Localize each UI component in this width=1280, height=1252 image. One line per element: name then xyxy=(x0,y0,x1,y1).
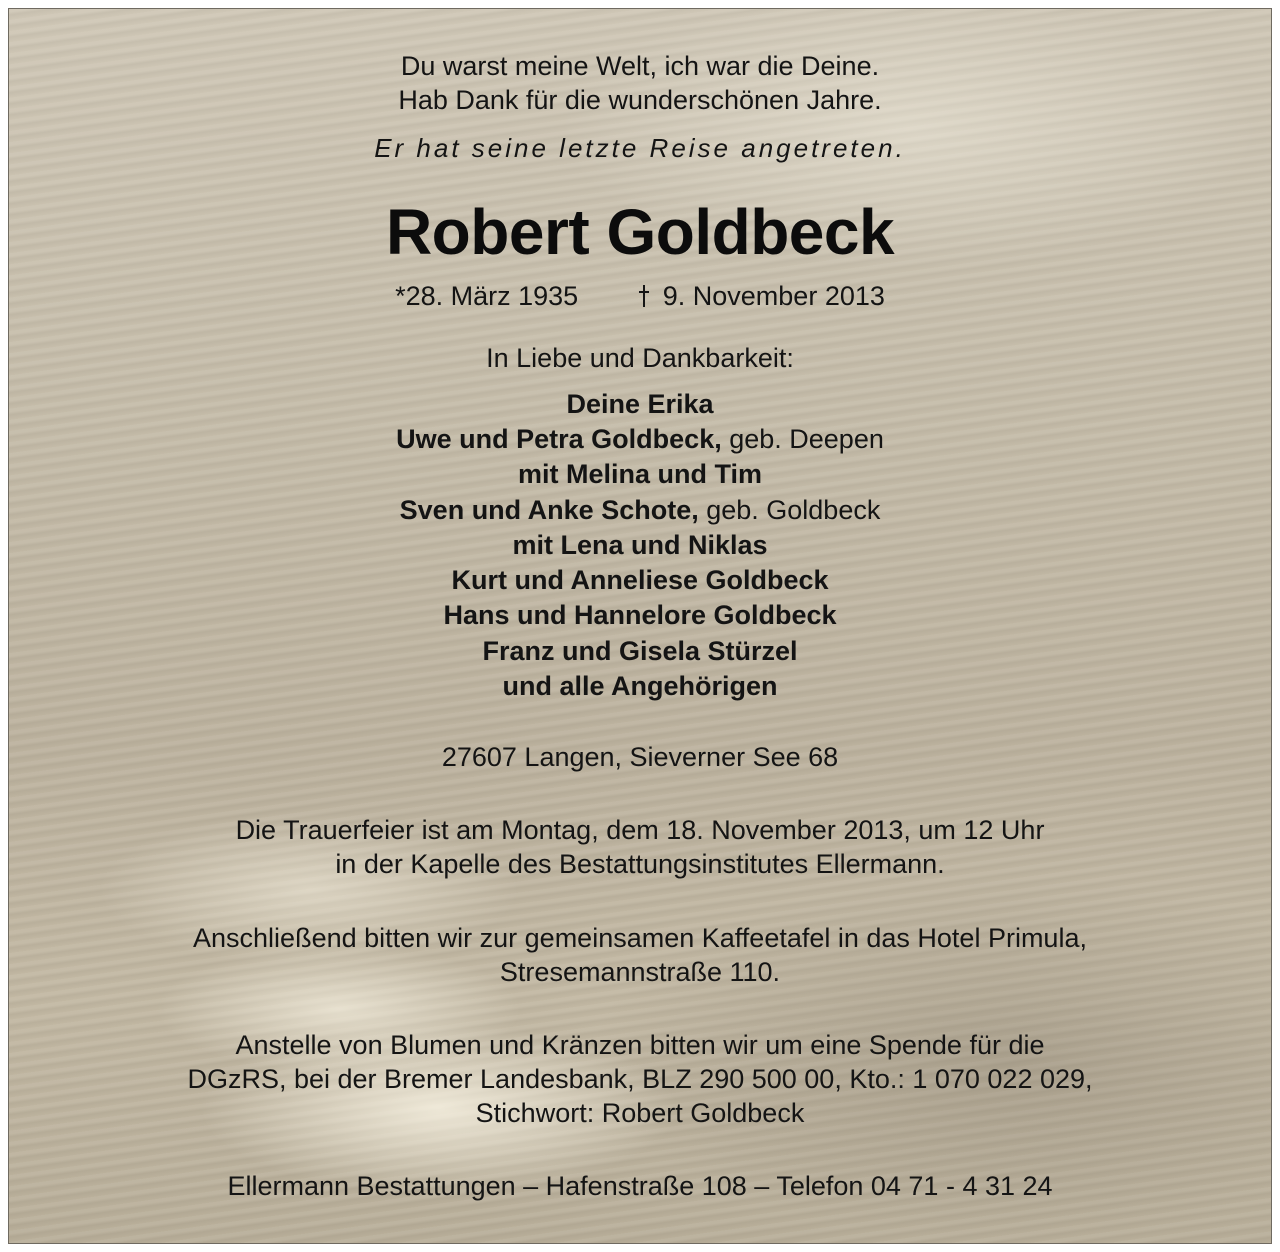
mourner-line: Sven und Anke Schote, geb. Goldbeck xyxy=(399,495,881,525)
undertaker-contact: Ellermann Bestattungen – Hafenstraße 108 – Telefon 04 71 - 4 31 24 xyxy=(227,1171,1053,1201)
mourner-line: Kurt und Anneliese Goldbeck xyxy=(451,565,829,595)
address: 27607 Langen, Sieverner See 68 xyxy=(441,742,839,772)
birth-date: *28. März 1935 xyxy=(395,281,579,311)
mourner-line: Uwe und Petra Goldbeck, geb. Deepen xyxy=(396,424,884,454)
obituary-notice xyxy=(8,8,1272,1244)
funeral-line-2: in der Kapelle des Bestattungsinstitutes Ellermann. xyxy=(335,849,945,879)
life-dates xyxy=(9,281,1271,312)
donation-line-3: Stichwort: Robert Goldbeck xyxy=(475,1098,805,1128)
mourners-intro: In Liebe und Dankbarkeit: xyxy=(486,343,794,373)
verse-line-3: Er hat seine letzte Reise angetreten. xyxy=(374,133,906,163)
donation-line-1: Anstelle von Blumen und Kränzen bitten wir um eine Spende für die xyxy=(235,1030,1045,1060)
notice-content xyxy=(9,9,1271,1243)
reception-line-1: Anschließend bitten wir zur gemeinsamen Kaffeetafel in das Hotel Primula, xyxy=(193,923,1087,953)
funeral-line-1: Die Trauerfeier ist am Montag, dem 18. November 2013, um 12 Uhr xyxy=(235,815,1045,845)
deceased-name: Robert Goldbeck xyxy=(385,196,895,268)
mourner-line: Deine Erika xyxy=(566,389,714,419)
mourner-line: mit Melina und Tim xyxy=(517,459,762,489)
death-date: 9. November 2013 xyxy=(662,281,885,311)
cross-icon xyxy=(637,285,651,307)
mourner-line: Hans und Hannelore Goldbeck xyxy=(443,600,837,630)
verse-line-2: Hab Dank für die wunderschönen Jahre. xyxy=(398,85,882,115)
mourner-line: Franz und Gisela Stürzel xyxy=(482,636,798,666)
mourner-line: und alle Angehörigen xyxy=(502,671,778,701)
verse-line-1: Du warst meine Welt, ich war die Deine. xyxy=(400,51,880,81)
reception-line-2: Stresemannstraße 110. xyxy=(499,957,781,987)
mourner-line: mit Lena und Niklas xyxy=(512,530,768,560)
donation-line-2: DGzRS, bei der Bremer Landesbank, BLZ 290 500 00, Kto.: 1 070 022 029, xyxy=(187,1064,1093,1094)
